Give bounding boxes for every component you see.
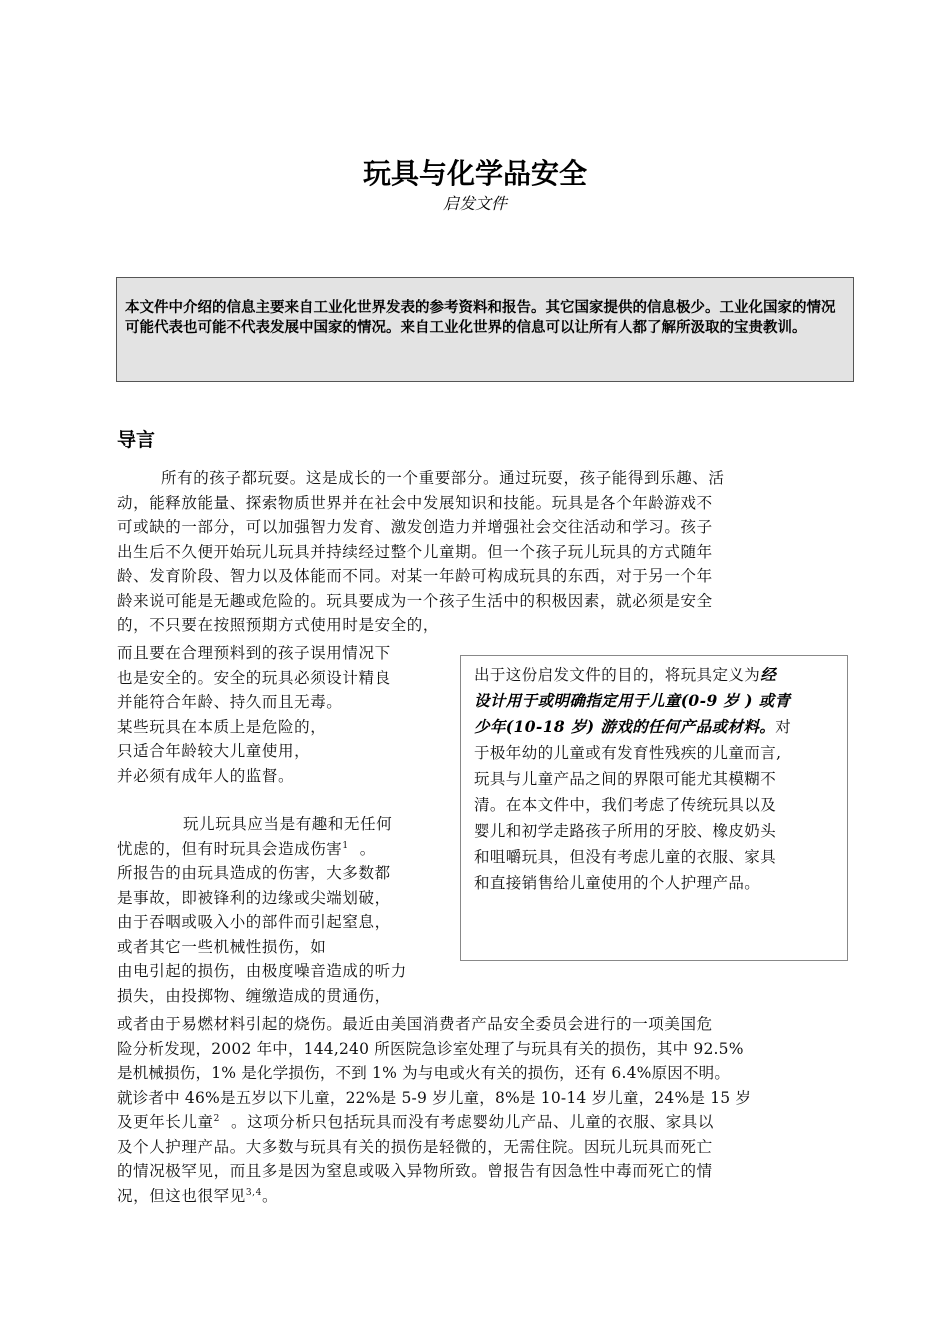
- paragraph-line: 动，能释放能量、探索物质世界并在社会中发展知识和技能。玩具是各个年龄游戏不: [117, 493, 713, 512]
- box-line: [474, 714, 847, 740]
- paragraph-line: 险分析发现，2002 年中，144,240 所医院急诊室处理了与玩具有关的损伤，其中 92.5%: [117, 1039, 744, 1058]
- line-text: 。: [261, 1186, 279, 1205]
- paragraph-line: 损失，由投掷物、缠缴造成的贯通伤，: [117, 986, 391, 1005]
- paragraph-line: 是事故，即被锋利的边缘或尖端划破，: [117, 888, 391, 907]
- paragraph-line: 龄、发育阶段、智力以及体能而不同。对某一年龄可构成玩具的东西，对于另一个年: [117, 567, 713, 585]
- notice-text: 本文件中介绍的信息主要来自工业化世界发表的参考资料和报告。其它国家提供的信息极少。工业化国家的情况可能代表也可能不代表发展中国家的情况。来自工业化世界的信息可以让所有人都了解所汲取的宝贵教训。: [125, 300, 836, 336]
- line-text: 况，但这也很罕见: [117, 1186, 246, 1205]
- safety-column-text: [117, 641, 462, 788]
- line-text: 及更年长儿童: [117, 1113, 214, 1131]
- paragraph-line: 也是安全的。安全的玩具必须设计精良: [117, 668, 391, 687]
- paragraph-line: 由电引起的损伤，由极度噪音造成的听力: [117, 962, 407, 980]
- paragraph-line: [117, 1184, 852, 1209]
- paragraph-line: 龄来说可能是无趣或危险的。玩具要成为一个孩子生活中的积极因素，就必须是安全: [117, 591, 713, 610]
- box-line: 玩具与儿童产品之间的界限可能尤其模糊不: [474, 770, 777, 788]
- paragraph-line: 并必须有成年人的监督。: [117, 766, 295, 785]
- paragraph-line: 或者由于易燃材料引起的烧伤。最近由美国消费者产品安全委员会进行的一项美国危: [117, 1015, 713, 1033]
- footnote-ref: 2: [213, 1113, 220, 1124]
- paragraph-line: 所报告的由玩具造成的伤害，大多数都: [117, 864, 391, 882]
- paragraph-line: 的，不只要在按照预期方式使用时是安全的，: [117, 616, 440, 634]
- box-text: 出于这份启发文件的目的，将玩具定义为: [474, 666, 761, 684]
- paragraph-line: 就诊者中 46%是五岁以下儿童，22%是 5-9 岁儿童，8%是 10-14 岁儿童，24%是 15 岁: [117, 1088, 752, 1107]
- paragraph-line: 由于吞咽或吸入小的部件而引起窒息，: [117, 913, 391, 931]
- line-text: 忧虑的，但有时玩具会造成伤害: [117, 839, 343, 858]
- box-line: 于极年幼的儿童或有发育性残疾的儿童而言,: [474, 744, 782, 762]
- box-line: 和咀嚼玩具，但没有考虑儿童的衣服、家具: [474, 848, 777, 866]
- paragraph-line: 或者其它一些机械性损伤，如: [117, 937, 327, 956]
- paragraph-line: 并能符合年龄、持久而且无毒。: [117, 693, 343, 711]
- paragraph-line: 只适合年龄较大儿童使用，: [117, 742, 311, 760]
- line-text: 。: [359, 839, 376, 858]
- notice-box: [116, 277, 854, 382]
- document-subtitle: 启发文件: [442, 194, 507, 213]
- footnote-ref: 1: [342, 840, 349, 851]
- definition-emphasis: 经: [760, 665, 777, 684]
- paragraph-line: 某些玩具在本质上是危险的，: [117, 717, 327, 736]
- box-line: 清。在本文件中，我们考虑了传统玩具以及: [474, 796, 777, 814]
- definition-emphasis: 少年(10-18 岁) 游戏的任何产品或材料。: [474, 717, 776, 736]
- paragraph-line: 的情况极罕见，而且多是因为窒息或吸入异物所致。曾报告有因急性中毒而死亡的情: [117, 1162, 713, 1180]
- paragraph-line: 玩儿玩具应当是有趣和无任何: [183, 815, 393, 833]
- paragraph-line: 及个人护理产品。大多数与玩具有关的损伤是轻微的，无需住院。因玩儿玩具而死亡: [117, 1137, 713, 1156]
- box-line: 和直接销售给儿童使用的个人护理产品。: [474, 874, 761, 892]
- paragraph-line: 出生后不久便开始玩儿玩具并持续经过整个儿童期。但一个孩子玩儿玩具的方式随年: [117, 542, 713, 561]
- statistics-paragraph: [117, 1012, 852, 1208]
- injury-column-text: [117, 812, 477, 1008]
- footnote-ref: 3,4: [245, 1187, 262, 1198]
- box-text: 对: [775, 718, 792, 736]
- paragraph-line: 而且要在合理预料到的孩子误用情况下: [117, 644, 391, 662]
- box-line: 婴儿和初学走路孩子所用的牙胶、橡皮奶头: [474, 822, 777, 840]
- paragraph-line: 可或缺的一部分，可以加强智力发育、激发创造力并增强社会交往活动和学习。孩子: [117, 518, 713, 536]
- paragraph-line: 所有的孩子都玩耍。这是成长的一个重要部分。通过玩耍，孩子能得到乐趣、活: [161, 469, 725, 487]
- paragraph-line: [117, 837, 477, 862]
- document-title: 玩具与化学品安全: [362, 157, 587, 190]
- line-text: 。这项分析只包括玩具而没有考虑婴幼儿产品、儿童的衣服、家具以: [231, 1113, 715, 1131]
- box-line: [474, 662, 847, 688]
- section-heading: 导言: [117, 429, 156, 451]
- definition-emphasis: 设计用于或明确指定用于儿童(0-9 岁 ) 或青: [474, 691, 791, 710]
- paragraph-line: 是机械损伤，1% 是化学损伤，不到 1% 为与电或火有关的损伤，还有 6.4%原因不明。: [117, 1064, 731, 1082]
- definition-box: [460, 655, 848, 961]
- paragraph-line: [117, 1110, 852, 1135]
- intro-paragraph: [117, 466, 837, 638]
